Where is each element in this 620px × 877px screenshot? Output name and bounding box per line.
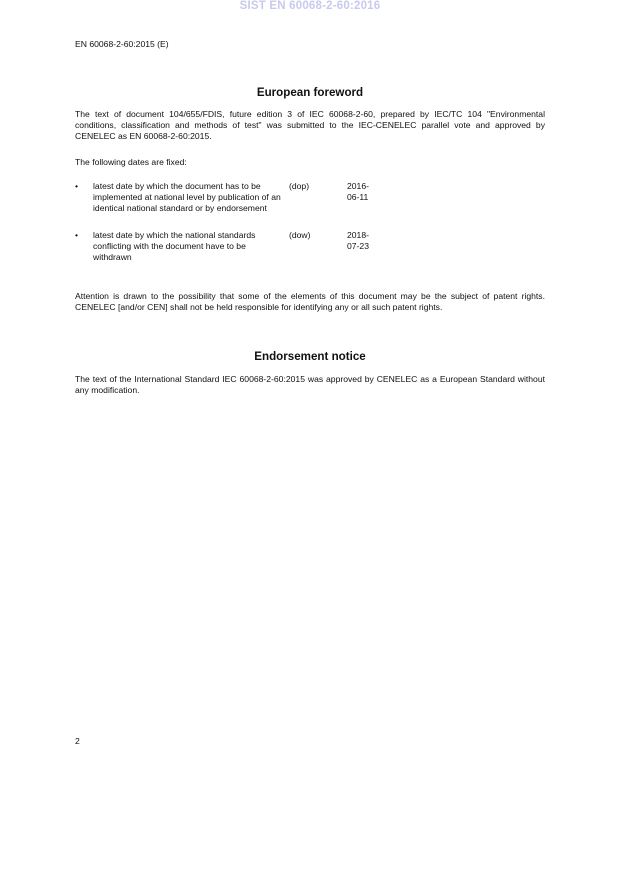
date-description: latest date by which the document has to be implemented at national level by publication of an identical national standard or by endorsement [93, 181, 281, 213]
bullet: • [75, 230, 79, 240]
bullet: • [75, 181, 79, 191]
dates-intro: The following dates are fixed: [75, 157, 187, 167]
patent-attention: Attention is drawn to the possibility that some of the elements of this document may be the subject of patent rights. CENELEC [and/or CEN] shall not be held responsible for identifying any or all such patent rights. [75, 291, 545, 312]
date-abbr: (dow) [289, 230, 311, 240]
watermark: SIST EN 60068-2-60:2016 [239, 0, 381, 12]
foreword-intro: The text of document 104/655/FDIS, future edition 3 of IEC 60068-2-60, prepared by IEC/TC 104 "Environmental conditions, classification and methods of test" was submitted to the IEC-CENELEC parallel vote and approved by CENELEC as EN 60068-2-60:2015. [75, 109, 545, 141]
foreword-title: European foreword [256, 86, 364, 99]
document-header: EN 60068-2-60:2015 (E) [75, 39, 169, 49]
date-description: latest date by which the national standards conflicting with the document have to be withdrawn [93, 230, 256, 262]
date-abbr: (dop) [289, 181, 310, 191]
page-number: 2 [75, 736, 80, 746]
endorsement-title: Endorsement notice [254, 350, 366, 363]
date-value: 2016-06-11 [347, 181, 369, 202]
endorsement-text: The text of the International Standard IEC 60068-2-60:2015 was approved by CENELEC as a European Standard without any modification. [75, 374, 545, 395]
date-value: 2018-07-23 [347, 230, 369, 251]
